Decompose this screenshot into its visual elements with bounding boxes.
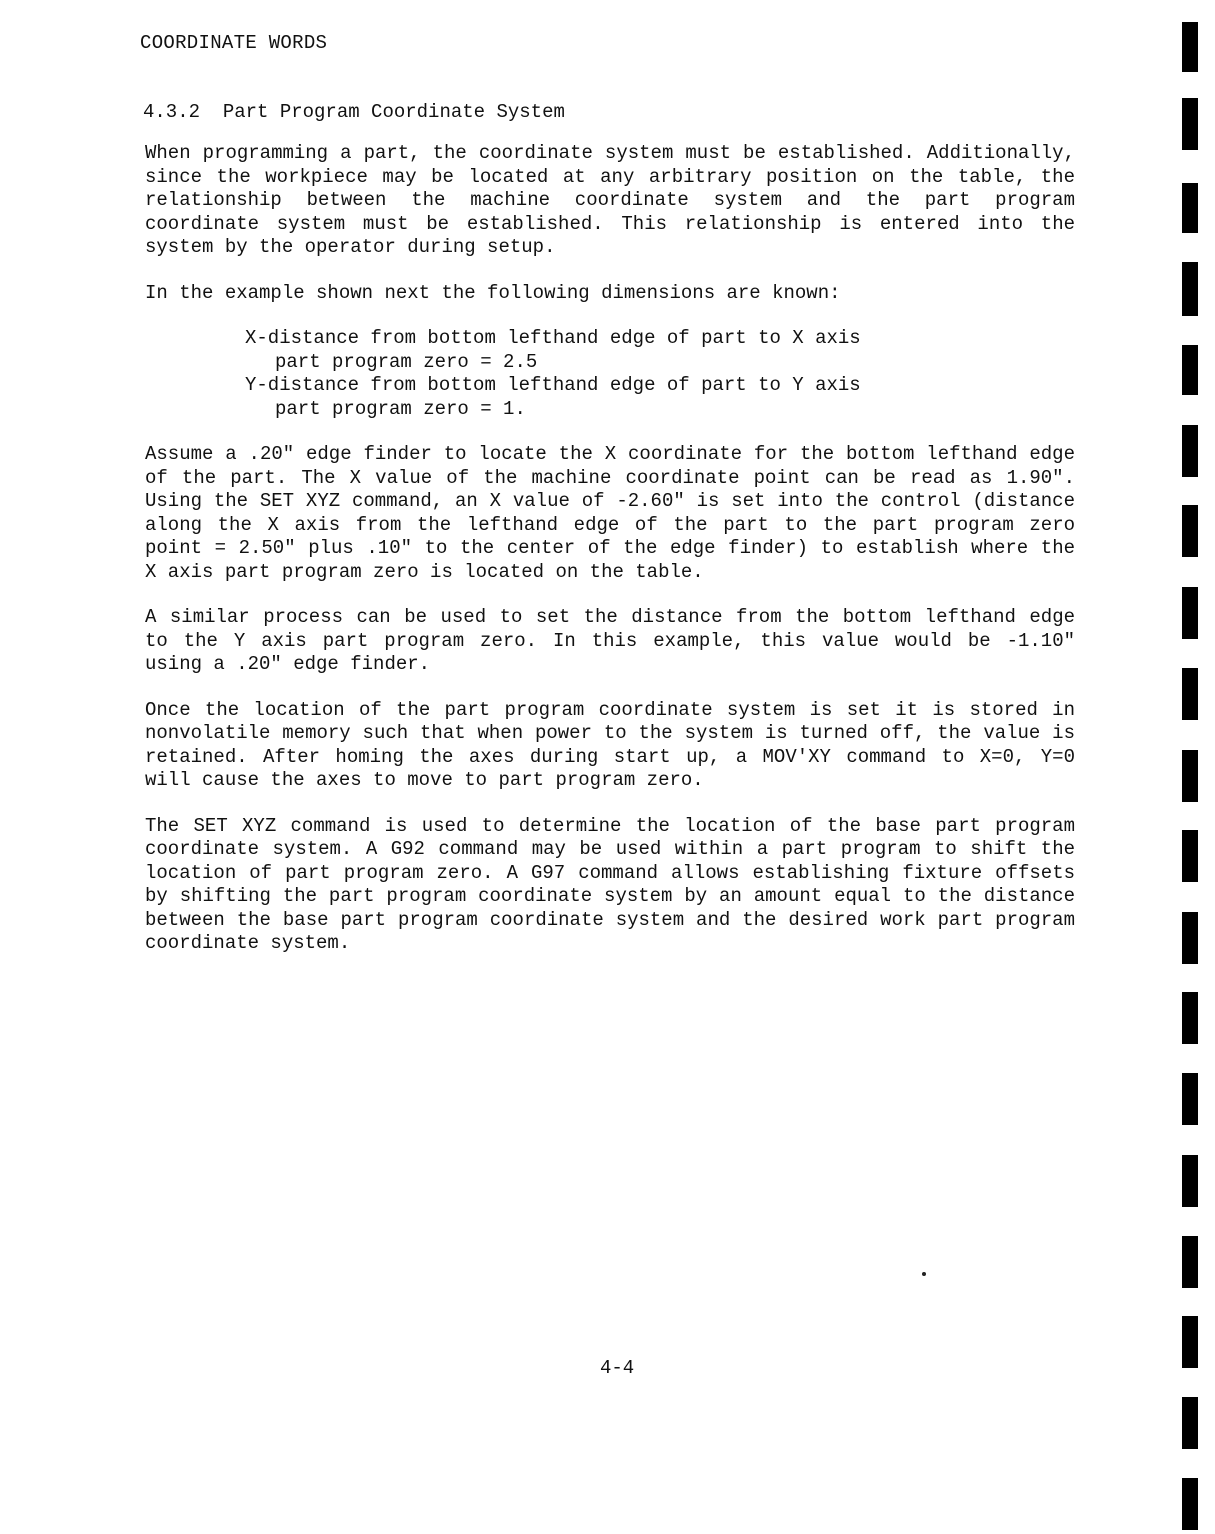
scan-speck: [922, 1272, 926, 1276]
known-dimensions-list: [245, 327, 1075, 421]
document-body: [145, 142, 1075, 978]
edge-mark: [1182, 912, 1198, 964]
edge-mark: [1182, 1397, 1198, 1449]
paragraph-edge-finder-x: Assume a .20" edge finder to locate the X coordinate for the bottom lefthand edge of the part. The X value of the machine coordinate point can be read as 1.90". Using the SET XYZ command, an X value of -2.60" is set into the control (distance along the X axis from the lefthand edge of the part to the part program zero point = 2.50" plus .10" to the center of the edge finder) to establish where the X axis part program zero is located on the table.: [145, 443, 1075, 583]
edge-mark: [1182, 1478, 1198, 1530]
x-distance-value: part program zero = 2.5: [275, 350, 538, 373]
y-distance-line: Y-distance from bottom lefthand edge of part to Y axis: [245, 374, 861, 396]
edge-mark: [1182, 98, 1198, 150]
paragraph-coordinate-system-intro: When programming a part, the coordinate system must be established. Additionally, since the workpiece may be located at any arbitrary position on the table, the relationship between the machine coordinate system and the part program coordinate system must be established. This relationship is entered into the system by the operator during setup.: [145, 142, 1075, 258]
edge-mark: [1182, 1073, 1198, 1125]
edge-mark: [1182, 345, 1198, 395]
edge-mark: [1182, 425, 1198, 477]
page-number: 4-4: [600, 1357, 635, 1379]
edge-mark: [1182, 183, 1198, 233]
paragraph-set-xyz-g92-g97: The SET XYZ command is used to determine the location of the base part program coordinate system. A G92 command may be used within a part program to shift the location of part program zero. A G97 command allows establishing fixture offsets by shifting the part program coordinate system by an amount equal to the distance between the base part program coordinate system and the desired work part program coordinate system.: [145, 814, 1075, 954]
section-heading: 4.3.2 Part Program Coordinate System: [143, 101, 565, 123]
edge-mark: [1182, 992, 1198, 1044]
edge-mark: [1182, 505, 1198, 557]
edge-mark: [1182, 587, 1198, 639]
paragraph-edge-finder-y: A similar process can be used to set the distance from the bottom lefthand edge to the Y axis part program zero. In this example, this value would be -1.10" using a .20" edge finder.: [145, 606, 1075, 675]
edge-mark: [1182, 22, 1198, 72]
paragraph-example-intro: In the example shown next the following dimensions are known:: [145, 281, 841, 304]
binding-edge-marks: [1176, 0, 1206, 1534]
edge-mark: [1182, 668, 1198, 720]
edge-mark: [1182, 1236, 1198, 1288]
paragraph-nonvolatile-memory: Once the location of the part program coordinate system is set it is stored in nonvolatile memory such that when power to the system is turned off, the value is retained. After homing the axes during start up, a MOV'XY command to X=0, Y=0 will cause the axes to move to part program zero.: [145, 698, 1075, 791]
edge-mark: [1182, 750, 1198, 802]
edge-mark: [1182, 1316, 1198, 1368]
edge-mark: [1182, 830, 1198, 882]
running-header: COORDINATE WORDS: [140, 32, 328, 54]
y-distance-value: part program zero = 1.: [275, 397, 526, 420]
edge-mark: [1182, 262, 1198, 316]
edge-mark: [1182, 1155, 1198, 1207]
x-distance-line: X-distance from bottom lefthand edge of part to X axis: [245, 327, 861, 349]
